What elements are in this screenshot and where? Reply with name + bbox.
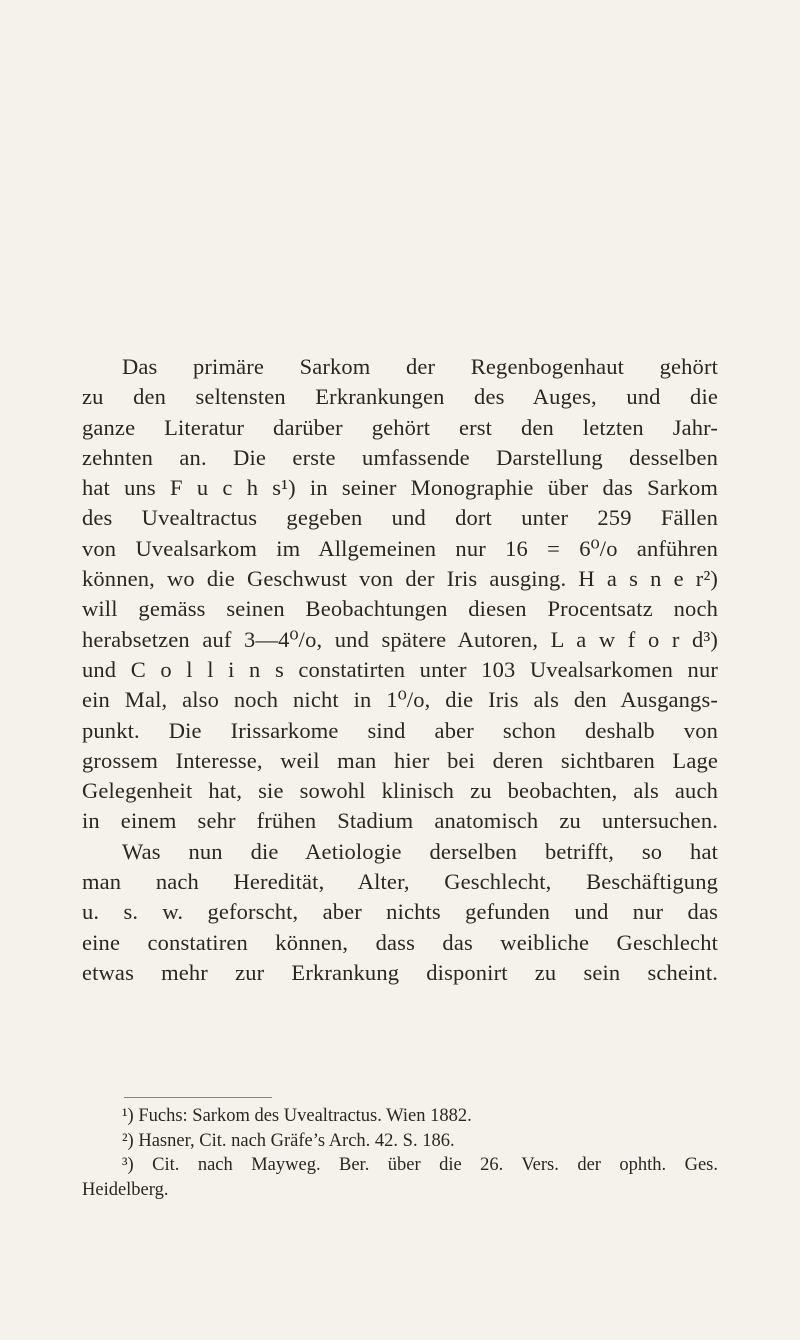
- main-paragraph: [82, 352, 718, 988]
- text-line: in einem sehr frühen Stadium anatomisch zu untersuchen.: [82, 808, 718, 834]
- footnotes: [82, 1104, 718, 1202]
- text-line: können, wo die Geschwust von der Iris ausging. H a s n e r²): [82, 566, 718, 592]
- text-line: eine constatiren können, dass das weibliche Geschlecht: [82, 929, 718, 955]
- text-line: will gemäss seinen Beobachtungen diesen Procentsatz noch: [82, 596, 718, 622]
- text-line: ein Mal, also noch nicht in 1⁰/o, die Iris als den Ausgangs-: [82, 687, 718, 713]
- footnote-3: ³) Cit. nach Mayweg. Ber. über die 26. Vers. der ophth. Ges.: [122, 1155, 718, 1175]
- footnote-1: ¹) Fuchs: Sarkom des Uvealtractus. Wien 1882.: [122, 1106, 472, 1126]
- text-line: etwas mehr zur Erkrankung disponirt zu sein scheint.: [82, 959, 718, 985]
- text-line: zu den seltensten Erkrankungen des Auges, und die: [82, 384, 718, 410]
- text-line: u. s. w. geforscht, aber nichts gefunden und nur das: [82, 899, 718, 925]
- text-line: man nach Heredität, Alter, Geschlecht, Beschäftigung: [82, 869, 718, 895]
- text-line: des Uvealtractus gegeben und dort unter 259 Fällen: [82, 505, 718, 531]
- text-line: zehnten an. Die erste umfassende Darstellung desselben: [82, 444, 718, 470]
- text-line: Gelegenheit hat, sie sowohl klinisch zu beobachten, als auch: [82, 778, 718, 804]
- text-line: punkt. Die Irissarkome sind aber schon deshalb von: [82, 717, 718, 743]
- text-line: ganze Literatur darüber gehört erst den letzten Jahr-: [82, 414, 718, 440]
- text-line: herabsetzen auf 3—4⁰/o, und spätere Autoren, L a w f o r d³): [82, 626, 718, 652]
- text-line: und C o l l i n s constatirten unter 103 Uvealsarkomen nur: [82, 656, 718, 682]
- footnote-divider: [124, 1097, 272, 1098]
- text-line: hat uns F u c h s¹) in seiner Monographie über das Sarkom: [82, 475, 718, 501]
- footnote-2: ²) Hasner, Cit. nach Gräfe’s Arch. 42. S. 186.: [122, 1130, 455, 1151]
- text-line: Das primäre Sarkom der Regenbogenhaut gehört: [122, 354, 718, 379]
- footnote-3-continuation: Heidelberg.: [82, 1179, 169, 1200]
- text-line: grossem Interesse, weil man hier bei deren sichtbaren Lage: [82, 747, 718, 773]
- text-line: von Uvealsarkom im Allgemeinen nur 16 = 6⁰/o anführen: [82, 535, 718, 561]
- text-line: Was nun die Aetiologie derselben betrifft, so hat: [122, 838, 718, 864]
